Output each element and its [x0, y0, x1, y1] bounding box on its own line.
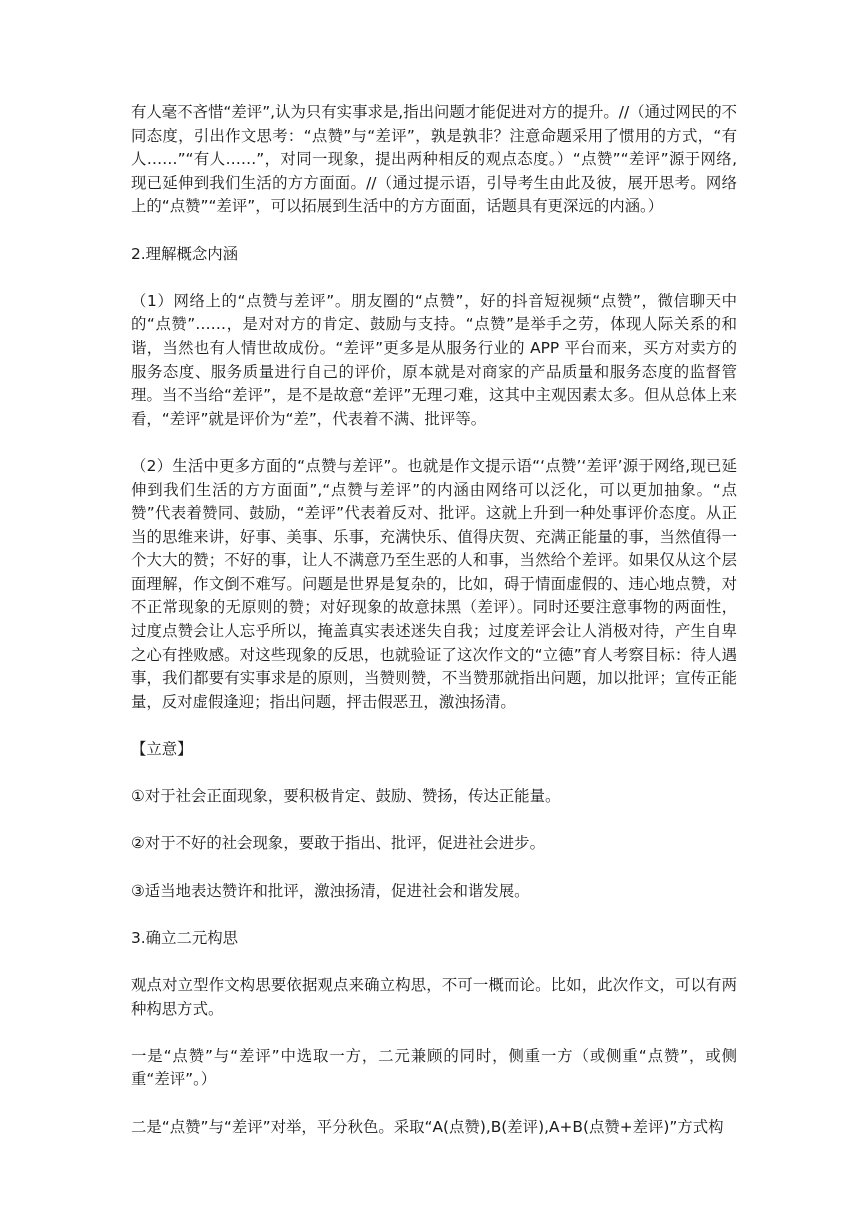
- paragraph-structure-one: 一是“点赞”与“差评”中选取一方，二元兼顾的同时，侧重一方（或侧重“点赞”，或侧重“差评”。）: [131, 1046, 737, 1089]
- paragraph-structure-intro: 观点对立型作文构思要依据观点来确立构思，不可一概而论。比如，此次作文，可以有两种构思方式。: [131, 975, 737, 1018]
- liyi-item-2: ②对于不好的社会现象，要敢于指出、批评，促进社会进步。: [131, 834, 545, 853]
- paragraph-structure-two: 二是“点赞”与“差评”对举，平分秋色。采取“A(点赞),B(差评),A+B(点赞+差评)”方式构: [131, 1117, 724, 1136]
- liyi-item-3: ③适当地表达赞许和批评，激浊扬清，促进社会和谐发展。: [131, 881, 530, 900]
- paragraph-intro: 有人毫不吝惜“差评”,认为只有实事求是,指出问题才能促进对方的提升。//（通过网民的不同态度，引出作文思考：“点赞”与“差评”，孰是孰非？注意命题采用了惯用的方式，“有人……”“有人……”，对同一现象，提出两种相反的观点态度。）“点赞”“差评”源于网络,现已延伸到我们生活的方方面面。//（通过提示语，引导考生由此及彼，展开思考。网络上的“点赞”“差评”，可以拓展到生活中的方方面面，话题具有更深远的内涵。）: [131, 103, 737, 216]
- paragraph-concept-2: （2）生活中更多方面的“点赞与差评”。也就是作文提示语“‘点赞’‘差评’源于网络,现已延伸到我们生活的方方面面”,“点赞与差评”的内涵由网络可以泛化，可以更加抽象。“点赞”代表着赞同、鼓励，“差评”代表着反对、批评。这就上升到一种处事评价态度。从正当的思维来讲，好事、美事、乐事，充满快乐、值得庆贺、充满正能量的事，当然值得一个大大的赞；不好的事，让人不满意乃至生恶的人和事，当然给个差评。如果仅从这个层面理解，作文倒不难写。问题是世界是复杂的，比如，碍于情面虚假的、违心地点赞，对不正常现象的无原则的赞；对好现象的故意抹黑（差评）。同时还要注意事物的两面性，过度点赞会让人忘乎所以，掩盖真实表述迷失自我；过度差评会让人消极对待，产生自卑之心有挫败感。对这些现象的反思，也就验证了这次作文的“立德”育人考察目标：待人遇事，我们都要有实事求是的原则，当赞则赞，不当赞那就指出问题，加以批评；宣传正能量，反对虚假逢迎；指出问题，抨击假恶丑，激浊扬清。: [131, 456, 737, 711]
- paragraph-concept-1: （1）网络上的“点赞与差评”。朋友圈的“点赞”，好的抖音短视频“点赞”，微信聊天中的“点赞”……，是对对方的肯定、鼓励与支持。“点赞”是举手之劳，体现人际关系的和谐，当然也有人情世故成份。“差评”更多是从服务行业的 APP 平台而来，买方对卖方的服务态度、服务质量进行自己的评价，原本就是对商家的产品质量和服务态度的监督管理。当不当给“差评”，是不是故意“差评”无理刁难，这其中主观因素太多。但从总体上来看，“差评”就是评价为“差”，代表着不满、批评等。: [131, 291, 737, 428]
- document-body: [131, 101, 737, 1139]
- liyi-item-1: ①对于社会正面现象，要积极肯定、鼓励、赞扬，传达正能量。: [131, 787, 561, 806]
- section-heading-3: 3.确立二元构思: [131, 928, 239, 947]
- heading-liyi: 【立意】: [131, 740, 193, 759]
- section-heading-2: 2.理解概念内涵: [131, 244, 239, 263]
